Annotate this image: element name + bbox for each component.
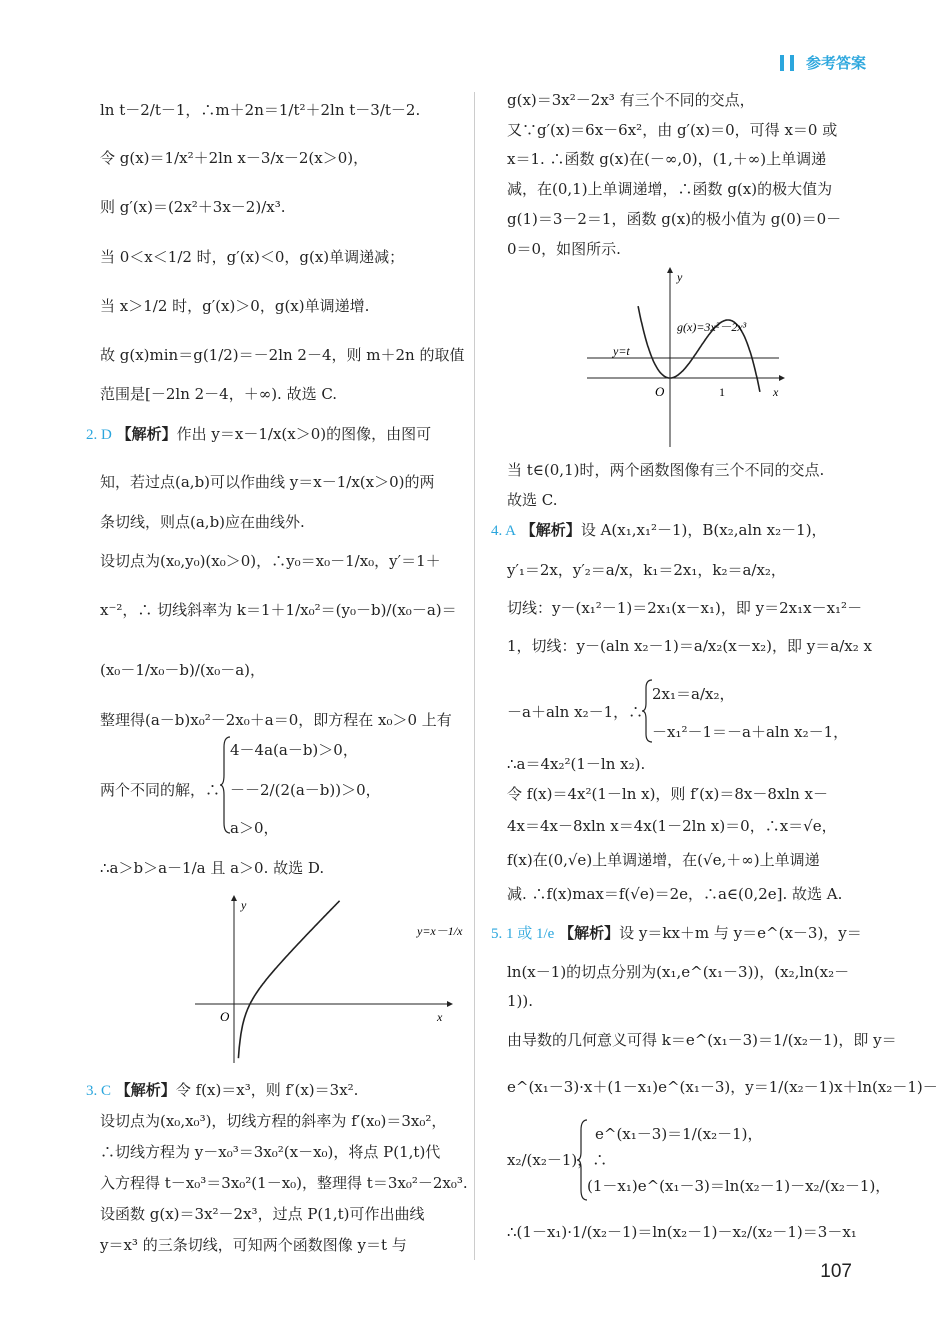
text-line: 作出 y＝x－1/x(x＞0)的图像，由图可 [176,425,432,443]
answer-number: 2. D [86,427,112,443]
figure-2 [587,265,867,450]
analysis-tag: 【解析】 [115,1081,176,1099]
text-line: g(1)＝3－2＝1，函数 g(x)的极小值为 g(0)＝0－ [507,210,842,228]
y-axis-label: y [677,270,683,284]
answer-2 [86,424,462,445]
curve-y-x-minus-1-over-x [238,901,339,1058]
text-line: y＝x³ 的三条切线，可知两个函数图像 y＝t 与 [100,1236,407,1254]
text-line: 令 f(x)＝4x²(1－ln x)，则 f′(x)＝8x－8xln x－ [507,785,829,803]
text-line: 0＝0，如图所示. [507,240,621,258]
text-line: 设 A(x₁,x₁²－1)，B(x₂,aln x₂－1)， [580,521,827,539]
answer-3 [86,1080,462,1101]
analysis-tag: 【解析】 [559,924,620,942]
text-line: 当 x＞1/2 时，g′(x)＞0，g(x)单调递增. [100,297,370,315]
header-bar [790,55,794,71]
text-line: ∴a＞b＞a－1/a 且 a＞0. 故选 D. [100,859,325,877]
column-divider [474,92,475,1260]
y-axis-arrow-icon [667,267,673,273]
text-line: 设切点为(x₀,x₀³)，切线方程的斜率为 f′(x₀)＝3x₀²， [100,1112,447,1130]
text-line: 4－4a(a－b)＞0， [230,741,358,759]
answer-number: 4. A [491,523,517,539]
text-line: －x₁²－1＝－a＋aln x₂－1， [652,723,849,741]
text-line: x⁻²，∴ 切线斜率为 k＝1＋1/x₀²＝(y₀－b)/(x₀－a)＝ [100,601,457,619]
text-line: 1，切线：y－(aln x₂－1)＝a/x₂(x－x₂)，即 y＝a/x₂ x [507,637,872,655]
header-title: 参考答案 [805,54,866,72]
text-line: ln t－2/t－1，∴m＋2n＝1/t²＋2ln t－3/t－2. [100,101,421,119]
text-line: 入方程得 t－x₀³＝3x₀²(1－x₀)，整理得 t＝3x₀²－2x₀³. [100,1174,468,1192]
text-line: －－2/(2(a－b))＞0， [230,781,381,799]
tick-label: 1 [719,385,725,399]
text-line: 整理得(a－b)x₀²－2x₀＋a＝0，即方程在 x₀＞0 上有 [100,711,452,729]
text-line: ln(x－1)的切点分别为(x₁,e^(x₁－3))，(x₂,ln(x₂－ [507,963,850,981]
text-line: －a＋aln x₂－1，∴ [507,703,644,721]
text-line: y′₁＝2x，y′₂＝a/x，k₁＝2x₁，k₂＝a/x₂， [507,561,786,579]
text-line: ∴切线方程为 y－x₀³＝3x₀²(x－x₀)，将点 P(1,t)代 [100,1143,441,1161]
text-line: ∴a＝4x₂²(1－ln x₂). [507,755,646,773]
origin-label: O [655,384,665,399]
text-line: 当 t∈(0,1)时，两个函数图像有三个不同的交点. [507,461,825,479]
brace-icon [220,735,232,835]
origin-label: O [220,1009,230,1024]
text-line: a＞0， [230,819,279,837]
curve-label: y=x－1/x [417,924,463,938]
analysis-tag: 【解析】 [116,425,177,443]
answer-4 [491,520,869,541]
text-line: 设切点为(x₀,y₀)(x₀＞0)，∴y₀＝x₀－1/x₀，y′＝1＋ [100,552,441,570]
text-line: (x₀－1/x₀－b)/(x₀－a)， [100,661,266,679]
x-axis-label: x [437,1010,443,1024]
text-line: 1)). [507,992,534,1010]
text-line: (1－x₁)e^(x₁－3)＝ln(x₂－1)－x₂/(x₂－1)， [587,1177,891,1195]
text-line: 4x＝4x－8xln x＝4x(1－2ln x)＝0，∴x＝√e， [507,817,837,835]
text-line: 2x₁＝a/x₂， [652,685,735,703]
text-line: e^(x₁－3)·x＋(1－x₁)e^(x₁－3)，y＝1/(x₂－1)x＋ln(x₂－1)－ [507,1078,938,1096]
text-line: 当 0＜x＜1/2 时，g′(x)＜0，g(x)单调递减； [100,248,405,266]
figure-1 [195,895,463,1065]
page-number: 107 [820,1261,852,1282]
text-line: 设 y＝kx＋m 与 y＝e^(x－3)，y＝ [619,924,862,942]
y-axis-label: y [241,898,247,912]
text-line: 范围是[－2ln 2－4，＋∞). 故选 C. [100,385,338,403]
text-line: 减，在(0,1)上单调递增，∴函数 g(x)的极大值为 [507,180,833,198]
text-line: 切线：y－(x₁²－1)＝2x₁(x－x₁)，即 y＝2x₁x－x₁²－ [507,599,863,617]
analysis-tag: 【解析】 [520,521,581,539]
text-line: x＝1. ∴函数 g(x)在(－∞,0)，(1,＋∞)上单调递 [507,150,827,168]
text-line: 又∵g′(x)＝6x－6x²，由 g′(x)＝0，可得 x＝0 或 [507,121,838,139]
text-line: 条切线，则点(a,b)应在曲线外. [100,513,305,531]
text-line: 减. ∴f(x)max＝f(√e)＝2e，∴a∈(0,2e]. 故选 A. [507,885,843,903]
text-line: 两个不同的解，∴ [100,781,221,799]
text-line: 则 g′(x)＝(2x²＋3x－2)/x³. [100,198,286,216]
x-axis-label: x [773,385,779,399]
text-line: 故选 C. [507,491,558,509]
text-line: 令 g(x)＝1/x²＋2ln x－3/x－2(x＞0)， [100,149,369,167]
answer-number: 5. 1 或 1/e [491,926,555,942]
page-header [780,52,866,73]
y-axis-arrow-icon [231,895,237,901]
curve-g-x [638,306,760,392]
brace-icon [577,1118,589,1202]
x-axis-arrow-icon [779,375,785,381]
text-line: 故 g(x)min＝g(1/2)＝－2ln 2－4，则 m＋2n 的取值 [100,346,465,364]
text-line: 由导数的几何意义可得 k＝e^(x₁－3)＝1/(x₂－1)，即 y＝ [507,1031,897,1049]
header-bar [780,55,784,71]
x-axis-arrow-icon [447,1001,453,1007]
text-line: ∴(1－x₁)·1/(x₂－1)＝ln(x₂－1)－x₂/(x₂－1)＝3－x₁ [507,1223,857,1241]
text-line: x₂/(x₂－1)，∴ [507,1151,608,1169]
text-line: 令 f(x)＝x³，则 f′(x)＝3x². [175,1081,359,1099]
brace-icon [642,678,654,744]
curve-label: g(x)=3x²－2x³ [677,320,747,334]
line-label: y=t [613,344,630,358]
text-line: e^(x₁－3)＝1/(x₂－1)， [595,1125,763,1143]
text-line: 知，若过点(a,b)可以作曲线 y＝x－1/x(x＞0)的两 [100,473,435,491]
text-line: f(x)在(0,√e)上单调递增，在(√e,＋∞)上单调递 [507,851,820,869]
text-line: g(x)＝3x²－2x³ 有三个不同的交点， [507,91,755,109]
text-line: 设函数 g(x)＝3x²－2x³，过点 P(1,t)可作出曲线 [100,1205,425,1223]
answer-5 [491,923,869,944]
answer-number: 3. C [86,1083,112,1099]
